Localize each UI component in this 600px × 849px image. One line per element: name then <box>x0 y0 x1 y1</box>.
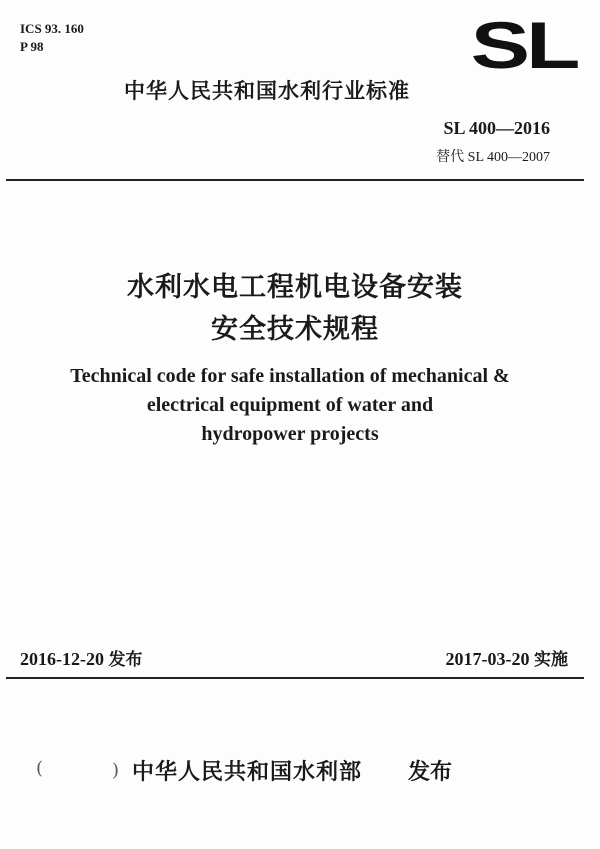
title-en-line3: hydropower projects <box>201 423 379 445</box>
issue-label: 发布 <box>108 650 143 670</box>
issue-date-line <box>20 645 143 670</box>
industry-standard-heading: 中华人民共和国水利行业标准 <box>124 79 410 103</box>
top-divider <box>6 179 584 181</box>
title-en-line2: electrical equipment of water and <box>146 394 434 416</box>
standard-number: SL 400—2016 <box>443 118 550 138</box>
replaces-standard: 替代 SL 400—2007 <box>436 150 550 165</box>
implement-date-line <box>446 645 569 670</box>
title-zh-line2: 安全技术规程 <box>211 314 379 345</box>
title-en-line1: Technical code for safe installation of mechanical & <box>70 365 510 387</box>
scan-mark-right: ) <box>112 760 120 781</box>
bottom-divider <box>6 677 584 679</box>
category-code: P 98 <box>20 39 44 54</box>
implement-label: 实施 <box>534 650 568 670</box>
sl-logo: SL <box>470 8 576 82</box>
title-zh-line1: 水利水电工程机电设备安装 <box>127 272 463 303</box>
implement-date: 2017-03-20 <box>445 649 530 669</box>
issuer-name: 中华人民共和国水利部 <box>132 760 363 785</box>
classification-codes <box>20 20 84 56</box>
ics-code: ICS 93. 160 <box>20 21 84 36</box>
issue-date: 2016-12-20 <box>20 649 104 669</box>
scan-mark-left: ( <box>36 758 44 779</box>
issuer-action: 发布 <box>408 760 453 785</box>
